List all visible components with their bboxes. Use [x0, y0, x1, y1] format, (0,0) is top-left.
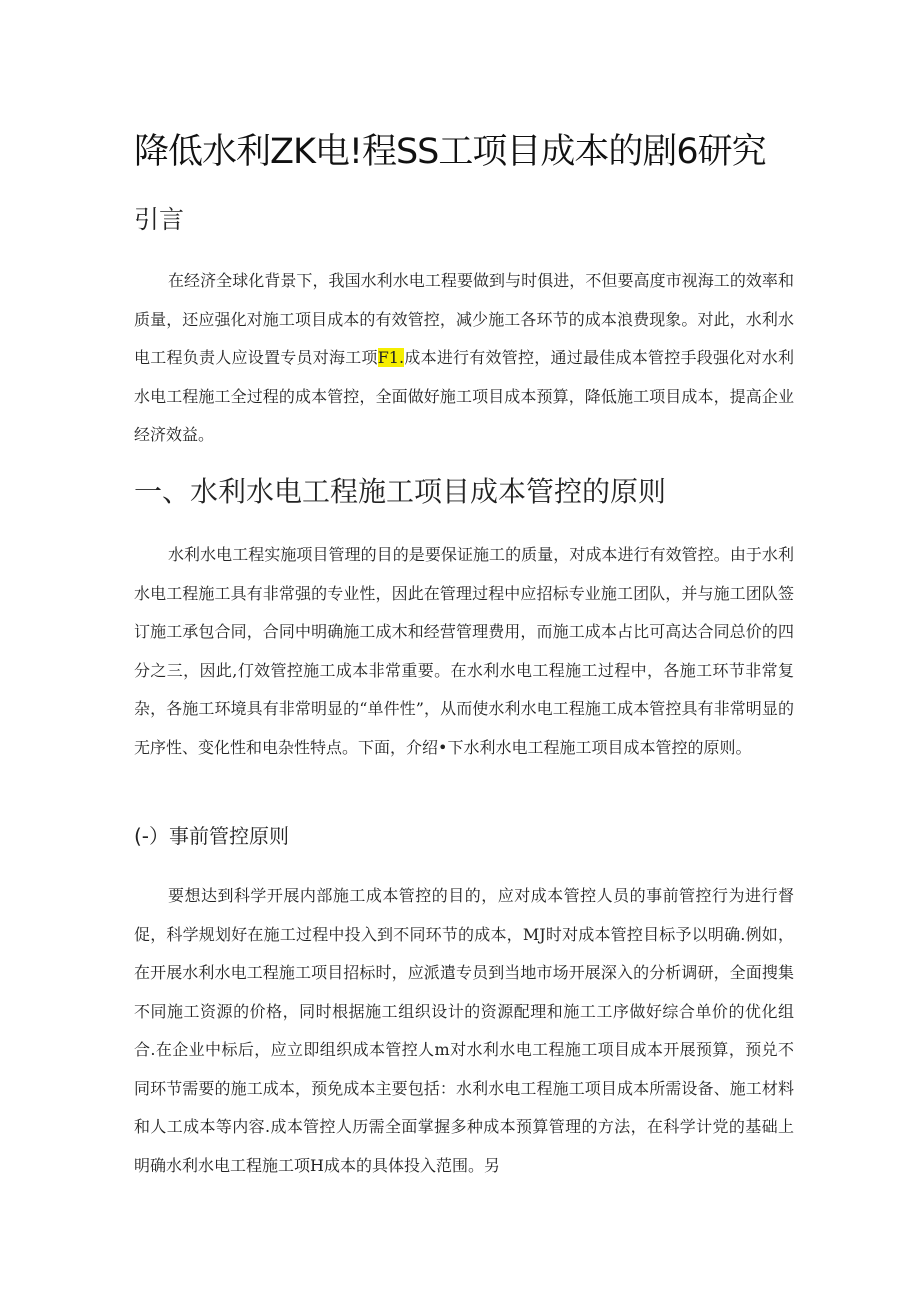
- document-title: 降低水利ZK电!程SS工项目成本的剧6研究: [134, 132, 766, 172]
- highlighted-text: F1.: [377, 348, 405, 367]
- intro-text-part-1: 在经济全球化背景下，我国水利水电工程要做到与时俱进，不但要高度市视海工的效率和质量，还应强化对施工项目成本的有效管控，减少施工各环节的成本浪费现象。对此，水利水电工程负责人应设置专员对海工项: [134, 271, 794, 367]
- intro-heading: 引言: [134, 205, 185, 234]
- subsection-paragraph-pre-control: 要想达到科学开展内部施工成本管控的目的，应对成本管控人员的事前管控行为进行督促，科学规划好在施工过程中投入到不同环节的成本，MJ时对成本管控目标予以明确.例如，在开展水利水电工程施工项目招标时，应派遣专员到当地市场开展深入的分析调研，全面搜集不同施工资源的价格，同时根据施工组织设计的资源配理和施工工序做好综合单价的优化组合.在企业中标后，应立即组织成本管控人m对水利水电工程施工项目成本开展预算，预兑不同环节需要的施工成本，预免成本主要包括：水利水电工程施工项目成本所需设备、施工材料和人工成本等内容.成本管控人历需全面掌握多种成本预算管理的方法，在科学计党的基础上明确水利水电工程施工项H成本的具体投入范围。另: [134, 886, 794, 1175]
- subsection-heading-pre-control: (-）事前管控原则: [134, 824, 290, 848]
- section-heading-principles: 一、水利水电工程施工项目成本管控的原则: [134, 475, 667, 508]
- section-paragraph-principles: 水利水电工程实施项目管理的目的是要保证施工的质量，对成本进行有效管控。由于水利水电工程施工具有非常强的专业性，因此在管理过程中应招标专业施工团队，并与施工团队签订施工承包合同，合同中明确施工成木和经营管理费用，而施工成本占比可高达合同总价的四分之三，因此,仃效管控施工成本非常重要。在水利水电工程施工过程中，各施工环节非常复杂，各施工环境具有非常明显的“单件性”，从而使水利水电工程施工成本管控具有非常明显的无序性、变化性和电杂性特点。下面，介绍•下水利水电工程施工项目成本管控的原则。: [134, 545, 794, 757]
- intro-paragraph: [134, 262, 794, 455]
- intro-text-part-2: 成本进行有效管控，通过最佳成本管控手段强化对水利水电工程施工全过程的成本管控，全面做好施工项目成本预算，降低施工项目成本，提高企业经济效益。: [134, 348, 794, 444]
